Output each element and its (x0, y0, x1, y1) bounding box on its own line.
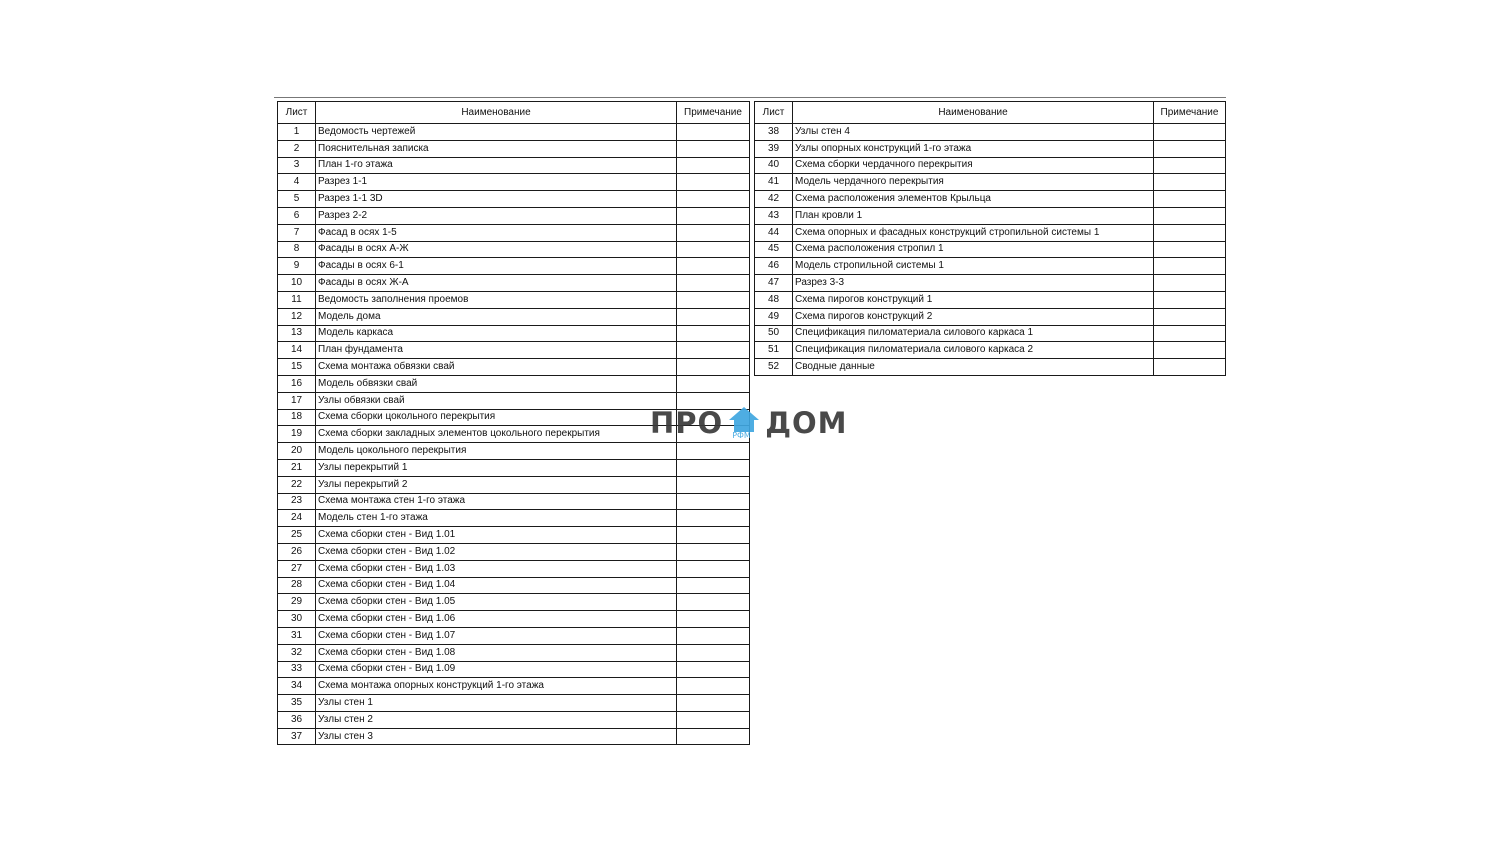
sheet-number: 24 (278, 510, 316, 527)
sheet-number: 33 (278, 661, 316, 678)
sheet-note (1154, 308, 1226, 325)
sheet-number: 12 (278, 308, 316, 325)
sheet-note (677, 342, 750, 359)
sheet-note (677, 627, 750, 644)
sheet-name: Модель чердачного перекрытия (793, 174, 1154, 191)
table-row (278, 375, 750, 392)
sheet-name: Разрез 3-3 (793, 275, 1154, 292)
sheet-note (677, 258, 750, 275)
sheet-name: Схема расположения стропил 1 (793, 241, 1154, 258)
sheet-note (677, 224, 750, 241)
table-row (755, 124, 1226, 141)
sheet-number: 8 (278, 241, 316, 258)
sheet-note (1154, 241, 1226, 258)
sheet-note (677, 661, 750, 678)
sheet-name: План кровли 1 (793, 207, 1154, 224)
header-row (278, 102, 750, 124)
sheet-name: Узлы обвязки свай (316, 392, 677, 409)
sheet-note (1154, 291, 1226, 308)
sheet-note (677, 291, 750, 308)
sheet-note (1154, 359, 1226, 376)
watermark-text-right: ДОМ (765, 406, 848, 440)
sheet-name: Разрез 1-1 (316, 174, 677, 191)
table-row (278, 543, 750, 560)
table-row (278, 140, 750, 157)
sheet-name: Схема расположения элементов Крыльца (793, 191, 1154, 208)
sheet-number: 17 (278, 392, 316, 409)
table-row (278, 207, 750, 224)
sheet-note (677, 443, 750, 460)
sheet-name: Фасады в осях А-Ж (316, 241, 677, 258)
sheet-number: 51 (755, 342, 793, 359)
sheet-note (677, 459, 750, 476)
sheet-note (1154, 342, 1226, 359)
watermark-text-left: ПРО (650, 406, 724, 440)
table-row (278, 224, 750, 241)
sheet-number: 26 (278, 543, 316, 560)
watermark-logo (650, 403, 848, 443)
table-row (278, 695, 750, 712)
sheet-name: Модель обвязки свай (316, 375, 677, 392)
sheet-name: Узлы стен 3 (316, 728, 677, 745)
sheet-number: 38 (755, 124, 793, 141)
table-row (755, 191, 1226, 208)
sheet-note (677, 678, 750, 695)
sheet-note (677, 124, 750, 141)
sheet-name: Схема сборки стен - Вид 1.01 (316, 527, 677, 544)
sheet-name: Схема опорных и фасадных конструкций стропильной системы 1 (793, 224, 1154, 241)
sheet-number: 29 (278, 594, 316, 611)
sheet-name: Разрез 2-2 (316, 207, 677, 224)
sheet-note (1154, 124, 1226, 141)
sheet-name: Разрез 1-1 3D (316, 191, 677, 208)
sheet-number: 9 (278, 258, 316, 275)
sheet-name: План фундамента (316, 342, 677, 359)
sheet-number: 27 (278, 560, 316, 577)
sheet-number: 22 (278, 476, 316, 493)
sheet-note (677, 375, 750, 392)
sheet-name: Схема сборки стен - Вид 1.07 (316, 627, 677, 644)
sheet-number: 46 (755, 258, 793, 275)
sheet-name: Модель дома (316, 308, 677, 325)
house-icon (729, 405, 759, 441)
sheet-note (677, 543, 750, 560)
sheet-number: 11 (278, 291, 316, 308)
sheet-name: Схема сборки стен - Вид 1.06 (316, 611, 677, 628)
sheet-note (677, 493, 750, 510)
table-row (278, 443, 750, 460)
table-row (278, 560, 750, 577)
sheet-number: 41 (755, 174, 793, 191)
table-row (755, 308, 1226, 325)
table-row (755, 241, 1226, 258)
table-row (755, 140, 1226, 157)
header-name: Наименование (793, 102, 1154, 124)
table-row (278, 291, 750, 308)
sheet-number: 15 (278, 359, 316, 376)
header-name: Наименование (316, 102, 677, 124)
table-row (278, 308, 750, 325)
sheet-note (677, 191, 750, 208)
sheet-note (677, 476, 750, 493)
sheet-name: Спецификация пиломатериала силового каркаса 1 (793, 325, 1154, 342)
table-row (278, 174, 750, 191)
sheet-note (1154, 224, 1226, 241)
sheet-number: 36 (278, 711, 316, 728)
table-row (278, 728, 750, 745)
sheet-number: 1 (278, 124, 316, 141)
sheet-note (677, 527, 750, 544)
table-row (278, 510, 750, 527)
sheet-name: Схема сборки стен - Вид 1.03 (316, 560, 677, 577)
table-row (755, 325, 1226, 342)
sheet-number: 23 (278, 493, 316, 510)
sheet-number: 30 (278, 611, 316, 628)
sheet-number: 37 (278, 728, 316, 745)
table-row (278, 459, 750, 476)
sheet-number: 21 (278, 459, 316, 476)
sheet-name: Схема сборки стен - Вид 1.08 (316, 644, 677, 661)
sheet-number: 4 (278, 174, 316, 191)
sheet-number: 43 (755, 207, 793, 224)
sheet-name: Схема монтажа обвязки свай (316, 359, 677, 376)
table-row (755, 207, 1226, 224)
sheet-name: Ведомость заполнения проемов (316, 291, 677, 308)
table-row (755, 275, 1226, 292)
sheet-note (1154, 275, 1226, 292)
sheet-name: Пояснительная записка (316, 140, 677, 157)
sheet-name: Схема сборки закладных элементов цокольного перекрытия (316, 426, 677, 443)
sheet-name: Схема сборки стен - Вид 1.02 (316, 543, 677, 560)
sheet-name: Фасад в осях 1-5 (316, 224, 677, 241)
sheet-name: План 1-го этажа (316, 157, 677, 174)
table-row (755, 258, 1226, 275)
sheet-name: Сводные данные (793, 359, 1154, 376)
sheet-note (1154, 174, 1226, 191)
sheet-note (677, 241, 750, 258)
table-row (278, 678, 750, 695)
sheet-number: 39 (755, 140, 793, 157)
sheet-number: 19 (278, 426, 316, 443)
table-row (755, 342, 1226, 359)
sheet-name: Схема сборки стен - Вид 1.09 (316, 661, 677, 678)
sheet-number: 47 (755, 275, 793, 292)
header-sheet: Лист (278, 102, 316, 124)
sheet-note (677, 728, 750, 745)
sheet-number: 32 (278, 644, 316, 661)
table-row (278, 661, 750, 678)
table-row (278, 594, 750, 611)
table-row (755, 359, 1226, 376)
sheet-note (677, 594, 750, 611)
table-row (278, 359, 750, 376)
sheet-number: 16 (278, 375, 316, 392)
sheet-name: Узлы перекрытий 1 (316, 459, 677, 476)
sheet-number: 50 (755, 325, 793, 342)
sheet-name: Узлы стен 4 (793, 124, 1154, 141)
table-row (278, 644, 750, 661)
table-row (278, 157, 750, 174)
sheet-name: Схема пирогов конструкций 1 (793, 291, 1154, 308)
sheet-name: Схема сборки стен - Вид 1.04 (316, 577, 677, 594)
sheet-name: Схема монтажа опорных конструкций 1-го этажа (316, 678, 677, 695)
header-row (755, 102, 1226, 124)
sheet-note (677, 611, 750, 628)
sheet-note (1154, 157, 1226, 174)
table-row (278, 275, 750, 292)
drawings-table-right (754, 101, 1226, 376)
table-row (278, 124, 750, 141)
sheet-note (677, 510, 750, 527)
sheet-name: Схема монтажа стен 1-го этажа (316, 493, 677, 510)
table-row (278, 241, 750, 258)
sheet-note (677, 325, 750, 342)
table-row (278, 476, 750, 493)
sheet-number: 35 (278, 695, 316, 712)
table-row (278, 258, 750, 275)
table-row (278, 711, 750, 728)
table-row (755, 291, 1226, 308)
sheet-note (677, 157, 750, 174)
sheet-number: 2 (278, 140, 316, 157)
sheet-note (1154, 258, 1226, 275)
sheet-name: Схема сборки чердачного перекрытия (793, 157, 1154, 174)
sheet-number: 6 (278, 207, 316, 224)
sheet-number: 10 (278, 275, 316, 292)
sheet-note (677, 695, 750, 712)
table-row (755, 224, 1226, 241)
sheet-note (1154, 325, 1226, 342)
sheet-number: 44 (755, 224, 793, 241)
sheet-number: 48 (755, 291, 793, 308)
sheet-number: 14 (278, 342, 316, 359)
sheet-name: Схема пирогов конструкций 2 (793, 308, 1154, 325)
sheet-name: Модель стропильной системы 1 (793, 258, 1154, 275)
table-row (755, 157, 1226, 174)
sheet-name: Фасады в осях 6-1 (316, 258, 677, 275)
sheet-name: Узлы стен 2 (316, 711, 677, 728)
sheet-note (677, 711, 750, 728)
header-note: Примечание (677, 102, 750, 124)
sheet-note (1154, 191, 1226, 208)
table-row (278, 611, 750, 628)
sheet-note (677, 359, 750, 376)
sheet-name: Спецификация пиломатериала силового каркаса 2 (793, 342, 1154, 359)
sheet-note (677, 644, 750, 661)
sheet-name: Схема сборки цокольного перекрытия (316, 409, 677, 426)
sheet-note (1154, 207, 1226, 224)
sheet-number: 5 (278, 191, 316, 208)
sheet-name: Фасады в осях Ж-А (316, 275, 677, 292)
sheet-note (677, 560, 750, 577)
sheet-number: 3 (278, 157, 316, 174)
sheet-note (677, 174, 750, 191)
sheet-number: 45 (755, 241, 793, 258)
top-rule (274, 97, 1226, 98)
sheet-number: 42 (755, 191, 793, 208)
sheet-number: 18 (278, 409, 316, 426)
sheet-number: 20 (278, 443, 316, 460)
sheet-name: Узлы опорных конструкций 1-го этажа (793, 140, 1154, 157)
sheet-number: 49 (755, 308, 793, 325)
table-row (278, 191, 750, 208)
table-row (278, 627, 750, 644)
table-row (278, 342, 750, 359)
sheet-number: 28 (278, 577, 316, 594)
sheet-number: 25 (278, 527, 316, 544)
sheet-number: 13 (278, 325, 316, 342)
table-row (278, 527, 750, 544)
watermark-subtext: РФМ (732, 431, 751, 440)
sheet-note (677, 140, 750, 157)
sheet-number: 7 (278, 224, 316, 241)
sheet-note (677, 207, 750, 224)
header-sheet: Лист (755, 102, 793, 124)
table-row (278, 325, 750, 342)
sheet-number: 40 (755, 157, 793, 174)
sheet-number: 34 (278, 678, 316, 695)
sheet-name: Схема сборки стен - Вид 1.05 (316, 594, 677, 611)
sheet-name: Модель каркаса (316, 325, 677, 342)
sheet-number: 31 (278, 627, 316, 644)
sheet-note (677, 308, 750, 325)
sheet-name: Ведомость чертежей (316, 124, 677, 141)
sheet-note (677, 577, 750, 594)
sheet-number: 52 (755, 359, 793, 376)
header-note: Примечание (1154, 102, 1226, 124)
table-row (278, 493, 750, 510)
sheet-note (1154, 140, 1226, 157)
sheet-name: Узлы стен 1 (316, 695, 677, 712)
sheet-note (677, 275, 750, 292)
sheet-name: Модель цокольного перекрытия (316, 443, 677, 460)
sheet-name: Модель стен 1-го этажа (316, 510, 677, 527)
table-row (278, 577, 750, 594)
sheet-name: Узлы перекрытий 2 (316, 476, 677, 493)
table-row (755, 174, 1226, 191)
